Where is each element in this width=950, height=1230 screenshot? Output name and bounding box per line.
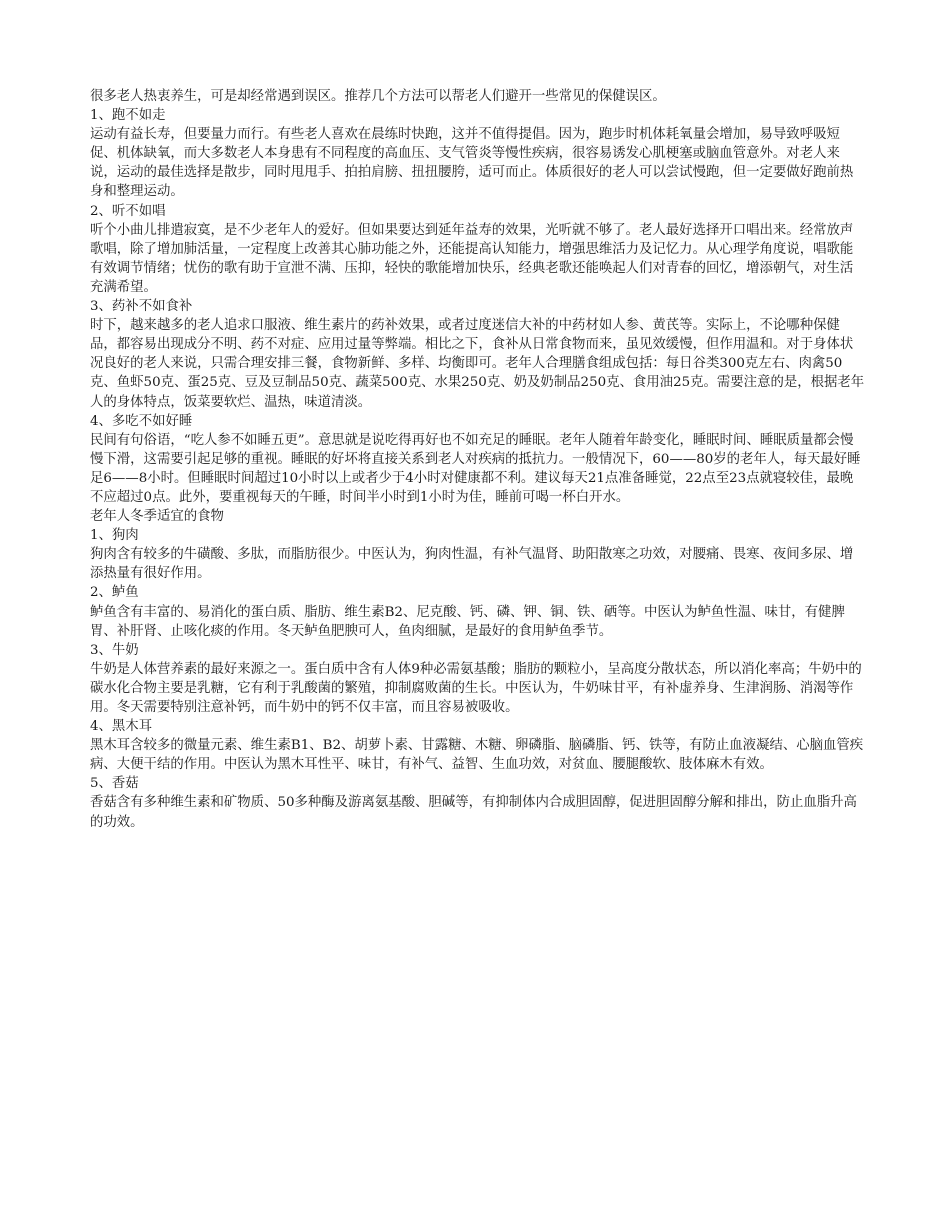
food-heading-black-fungus: 4、黑木耳	[90, 719, 153, 735]
section-heading-walk: 1、跑不如走	[90, 108, 166, 124]
winter-food-title: 老年人冬季适宜的食物	[90, 509, 224, 525]
food-body-perch: 鲈鱼含有丰富的、易消化的蛋白质、脂肪、维生素B2、尼克酸、钙、磷、钾、铜、铁、硒等。中医认为鲈鱼性温、味甘，有健脾胃、补肝肾、止咳化痰的作用。冬天鲈鱼肥腴可人，鱼肉细腻，是最好的食用鲈鱼季节。	[90, 604, 845, 639]
section-body-sing: 听个小曲儿排遣寂寞，是不少老年人的爱好。但如果要达到延年益寿的效果，光听就不够了。老人最好选择开口唱出来。经常放声歌唱，除了增加肺活量，一定程度上改善其心肺功能之外，还能提高认知能力，增强思维活力及记忆力。从心理学角度说，唱歌能有效调节情绪；忧伤的歌有助于宣泄不满、压抑，轻快的歌能增加快乐，经典老歌还能唤起人们对青春的回忆，增添朝气，对生活充满希望。	[90, 222, 854, 295]
section-body-sleep: 民间有句俗语，“吃人参不如睡五更”。意思就是说吃得再好也不如充足的睡眠。老年人随着年龄变化，睡眠时间、睡眠质量都会慢慢下滑，这需要引起足够的重视。睡眠的好坏将直接关系到老人对疾病的抵抗力。一般情况下，60——80岁的老年人，每天最好睡足6——8小时。但睡眠时间超过10小时以上或者少于4小时对健康都不利。建议每天21点准备睡觉，22点至23点就寝较佳，最晚不应超过0点。此外，要重视每天的午睡，时间半小时到1小时为佳，睡前可喝一杯白开水。	[90, 432, 861, 505]
food-body-shiitake: 香菇含有多种维生素和矿物质、50多种酶及游离氨基酸、胆碱等，有抑制体内合成胆固醇，促进胆固醇分解和排出，防止血脂升高的功效。	[90, 795, 857, 830]
section-heading-food: 3、药补不如食补	[90, 299, 193, 315]
food-body-milk: 牛奶是人体营养素的最好来源之一。蛋白质中含有人体9种必需氨基酸；脂肪的颗粒小，呈高度分散状态，所以消化率高；牛奶中的碳水化合物主要是乳糖，它有利于乳酸菌的繁殖，抑制腐败菌的生长。中医认为，牛奶味甘平，有补虚养身、生津润肠、消渴等作用。冬天需要特别注意补钙，而牛奶中的钙不仅丰富，而且容易被吸收。	[90, 661, 862, 715]
food-body-dog-meat: 狗肉含有较多的牛磺酸、多肽，而脂肪很少。中医认为，狗肉性温，有补气温肾、助阳散寒之功效，对腰痛、畏寒、夜间多尿、增添热量有很好作用。	[90, 547, 854, 582]
food-body-black-fungus: 黑木耳含较多的微量元素、维生素B1、B2、胡萝卜素、甘露糖、木糖、卵磷脂、脑磷脂、钙、铁等，有防止血液凝结、心脑血管疾病、大便干结的作用。中医认为黑木耳性平、味甘，有补气、益智、生血功效，对贫血、腰腿酸软、肢体麻木有效。	[90, 738, 864, 773]
food-heading-milk: 3、牛奶	[90, 642, 139, 658]
food-heading-dog-meat: 1、狗肉	[90, 528, 139, 544]
section-heading-sing: 2、听不如唱	[90, 203, 166, 219]
intro-paragraph: 很多老人热衷养生，可是却经常遇到误区。推荐几个方法可以帮老人们避开一些常见的保健误区。	[90, 89, 666, 104]
section-body-walk: 运动有益长寿，但要量力而行。有些老人喜欢在晨练时快跑，这并不值得提倡。因为，跑步时机体耗氧量会增加，易导致呼吸短促、机体缺氧，而大多数老人本身患有不同程度的高血压、支气管炎等慢性疾病，很容易诱发心肌梗塞或脑血管意外。对老人来说，运动的最佳选择是散步，同时甩甩手、拍拍肩膀、扭扭腰胯，适可而止。体质很好的老人可以尝试慢跑，但一定要做好跑前热身和整理运动。	[90, 127, 854, 200]
section-heading-sleep: 4、多吃不如好睡	[90, 413, 193, 429]
section-body-food: 时下，越来越多的老人追求口服液、维生素片的药补效果，或者过度迷信大补的中药材如人参、黄芪等。实际上，不论哪种保健品，都容易出现成分不明、药不对症、应用过量等弊端。相比之下，食补从日常食物而来，虽见效缓慢，但作用温和。对于身体状况良好的老人来说，只需合理安排三餐，食物新鲜、多样、均衡即可。老年人合理膳食组成包括：每日谷类300克左右、肉禽50克、鱼虾50克、蛋25克、豆及豆制品50克、蔬菜500克、水果250克、奶及奶制品250克、食用油25克。需要注意的是，根据老年人的身体特点，饭菜要软烂、温热，味道清淡。	[90, 318, 865, 410]
food-heading-perch: 2、鲈鱼	[90, 585, 139, 601]
food-heading-shiitake: 5、香菇	[90, 776, 139, 792]
document-page	[90, 87, 865, 832]
